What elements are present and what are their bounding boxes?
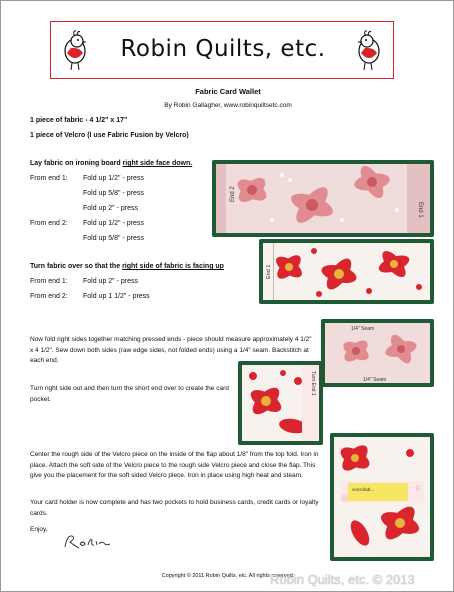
step2-row-text: Fold up 1 1/2" - press: [83, 293, 150, 300]
photo-label: End 1: [417, 202, 423, 218]
step1-row-text: Fold up 5/8" - press: [83, 190, 144, 197]
step1-row-label: From end 2:: [30, 220, 68, 227]
step2-row-text: Fold up 2" - press: [83, 278, 139, 285]
step1-heading: Lay fabric on ironing board right side face down.: [30, 160, 193, 167]
step1-row-text: Fold up 1/2" - press: [83, 220, 144, 227]
step1-row-text: Fold up 1/2" - press: [83, 175, 144, 182]
photo-label: 1/4" Seam: [351, 326, 375, 332]
document-title: Fabric Card Wallet: [195, 87, 261, 96]
photo-label: End 1: [266, 264, 272, 279]
step4-text: Turn right side out and then turn the short end over to create the card pocket.: [30, 385, 229, 403]
material-fabric: 1 piece of fabric - 4 1/2" x 17": [30, 117, 128, 124]
robin-bird-icon: [61, 27, 91, 73]
watermark: Robin Quilts, etc. © 2013: [270, 572, 415, 587]
photo-velcro-closure: [330, 433, 434, 561]
photo-sewn-sides: [321, 319, 434, 387]
photo-label: End 2: [230, 186, 236, 202]
byline: By Robin Gallagher, www.robinquiltsetc.com: [164, 102, 292, 109]
step1-row-label: From end 1:: [30, 175, 68, 182]
photo-label: velcrofab...: [352, 487, 375, 492]
signature-image: [61, 532, 116, 552]
photo-fabric-folded-face-down: [212, 160, 434, 237]
photo-label: 1/4" Seam: [363, 377, 387, 383]
footer-copyright: Copyright © 2011 Robin Quilts, etc. All rights reserved.: [161, 573, 295, 579]
step2-heading: Turn fabric over so that the right side of fabric is facing up: [30, 263, 224, 270]
signoff-enjoy: Enjoy,: [30, 526, 48, 533]
step1-row-text: Fold up 2" - press: [83, 205, 139, 212]
header-banner: [50, 21, 394, 79]
material-velcro: 1 piece of Velcro (I use Fabric Fusion by Velcro): [30, 132, 189, 139]
step5-text: Center the rough side of the Velcro piece on the inside of the flap about 1/8" from the top fold. Iron in place. Attach the soft side of the Velcro piece to the rough side Velcro piece and close the flap. This give you the placement for the soft sided Velcro piece. Iron in place using high heat and steam.: [30, 451, 319, 479]
robin-bird-icon: [353, 27, 383, 73]
step2-row-label: From end 1:: [30, 278, 68, 285]
step1-row-text: Fold up 5/8" - press: [83, 235, 144, 242]
photo-label: Turn End 1: [310, 371, 316, 396]
step2-row-label: From end 2:: [30, 293, 68, 300]
photo-fabric-face-up: [259, 239, 434, 304]
step6-text: Your card holder is now complete and has two pockets to hold business cards, credit cards or loyalty cards.: [30, 499, 319, 517]
photo-turned-pocket: [238, 361, 323, 445]
step3-text: Now fold right sides together matching pressed ends - piece should measure approximately 4 1/2" x 4 1/2". Sew down both sides (raw edge sides, not folded ends) using a 1/4" seam. Backstitch at each end.: [30, 336, 312, 364]
header-title: Robin Quilts, etc.: [120, 36, 326, 62]
